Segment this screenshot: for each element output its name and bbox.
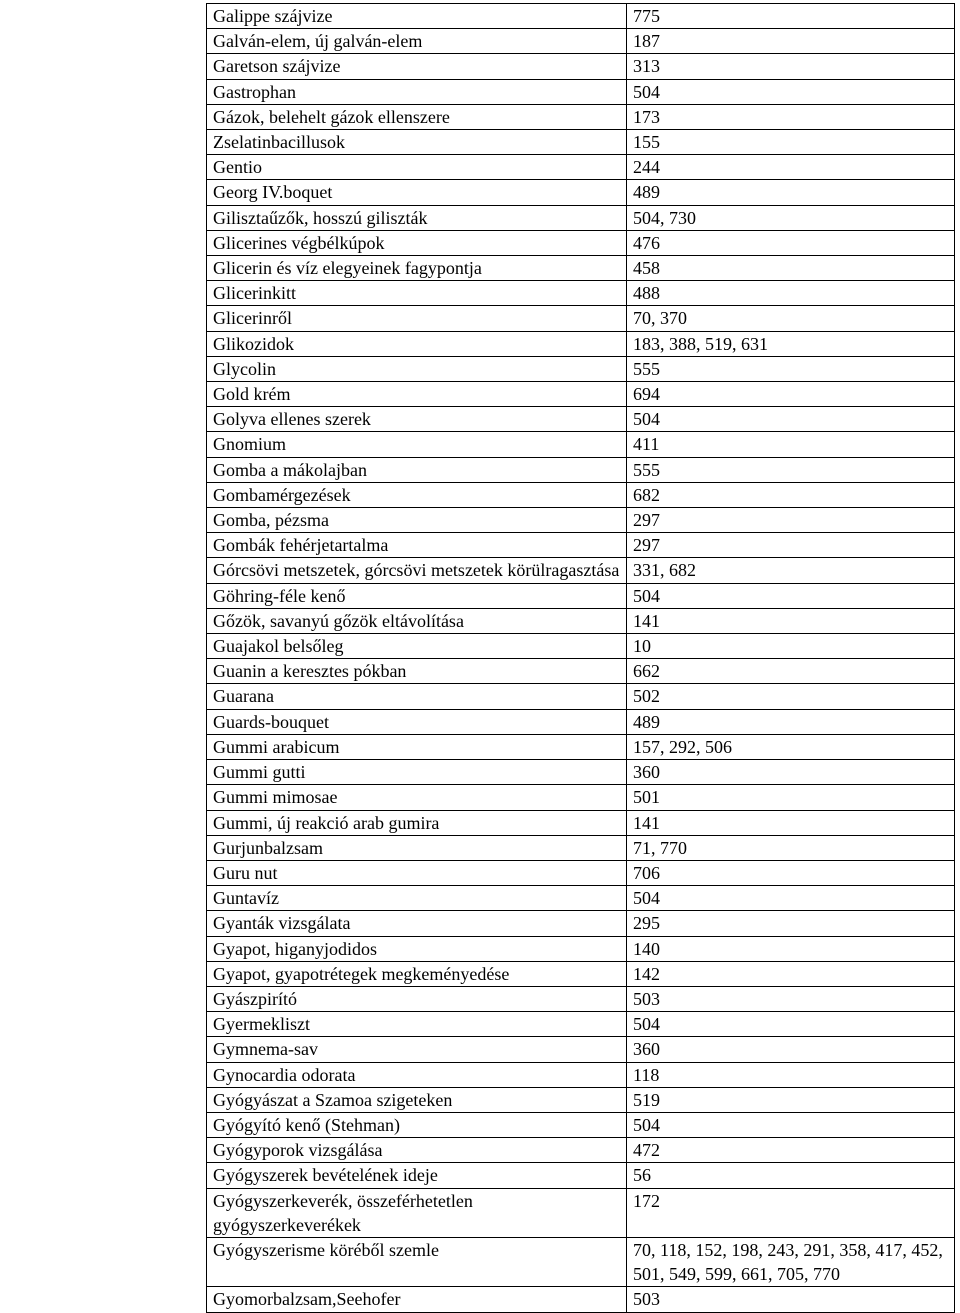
index-row	[207, 886, 955, 911]
index-table	[206, 3, 955, 1313]
index-term: Georg IV.boquet	[207, 180, 627, 205]
index-pages: 183, 388, 519, 631	[627, 331, 955, 356]
index-pages: 360	[627, 1037, 955, 1062]
index-row	[207, 961, 955, 986]
index-term: Gyógyszerkeverék, összeférhetetlen gyógyszerkeverékek	[207, 1188, 627, 1237]
index-term: Gilisztaűzők, hosszú giliszták	[207, 205, 627, 230]
index-pages: 502	[627, 684, 955, 709]
index-pages: 503	[627, 986, 955, 1011]
index-term: Guarana	[207, 684, 627, 709]
index-term: Gyászpirító	[207, 986, 627, 1011]
index-pages: 555	[627, 457, 955, 482]
index-row	[207, 860, 955, 885]
index-pages: 458	[627, 256, 955, 281]
index-term: Gombák fehérjetartalma	[207, 533, 627, 558]
index-row	[207, 79, 955, 104]
index-row	[207, 331, 955, 356]
index-term: Gyógyászat a Szamoa szigeteken	[207, 1087, 627, 1112]
index-pages: 488	[627, 281, 955, 306]
index-pages: 519	[627, 1087, 955, 1112]
index-pages: 141	[627, 810, 955, 835]
index-row	[207, 1037, 955, 1062]
index-row	[207, 936, 955, 961]
index-row	[207, 1163, 955, 1188]
index-pages: 140	[627, 936, 955, 961]
index-pages: 141	[627, 608, 955, 633]
index-row	[207, 709, 955, 734]
index-row	[207, 558, 955, 583]
index-row	[207, 533, 955, 558]
index-pages: 173	[627, 104, 955, 129]
index-pages: 10	[627, 634, 955, 659]
index-pages: 118	[627, 1062, 955, 1087]
index-pages: 501	[627, 785, 955, 810]
index-term: Gymnema-sav	[207, 1037, 627, 1062]
index-row	[207, 29, 955, 54]
index-term: Guntavíz	[207, 886, 627, 911]
index-row	[207, 230, 955, 255]
index-row	[207, 835, 955, 860]
index-term: Gummi gutti	[207, 760, 627, 785]
index-pages: 489	[627, 709, 955, 734]
index-pages: 331, 682	[627, 558, 955, 583]
index-row	[207, 457, 955, 482]
index-term: Glicerin és víz elegyeinek fagypontja	[207, 256, 627, 281]
index-term: Guards-bouquet	[207, 709, 627, 734]
index-term: Gurjunbalzsam	[207, 835, 627, 860]
index-row	[207, 356, 955, 381]
index-term: Gyapot, higanyjodidos	[207, 936, 627, 961]
index-pages: 142	[627, 961, 955, 986]
index-pages: 187	[627, 29, 955, 54]
index-term: Gyapot, gyapotrétegek megkeményedése	[207, 961, 627, 986]
index-pages: 555	[627, 356, 955, 381]
index-term: Gummi arabicum	[207, 734, 627, 759]
index-term: Guanin a keresztes pókban	[207, 659, 627, 684]
index-pages: 297	[627, 508, 955, 533]
index-pages: 503	[627, 1287, 955, 1312]
index-term: Göhring-féle kenő	[207, 583, 627, 608]
index-row	[207, 1012, 955, 1037]
index-term: Glycolin	[207, 356, 627, 381]
index-term: Gyermekliszt	[207, 1012, 627, 1037]
index-row	[207, 104, 955, 129]
index-term: Guajakol belsőleg	[207, 634, 627, 659]
index-pages: 476	[627, 230, 955, 255]
index-row	[207, 407, 955, 432]
index-pages: 71, 770	[627, 835, 955, 860]
index-pages: 504	[627, 1112, 955, 1137]
index-term: Gynocardia odorata	[207, 1062, 627, 1087]
index-term: Gyógyító kenő (Stehman)	[207, 1112, 627, 1137]
index-row	[207, 1188, 955, 1237]
index-row	[207, 1287, 955, 1312]
index-pages: 504, 730	[627, 205, 955, 230]
index-pages: 56	[627, 1163, 955, 1188]
index-term: Guru nut	[207, 860, 627, 885]
index-pages: 682	[627, 482, 955, 507]
index-pages: 172	[627, 1188, 955, 1237]
index-term: Gomba, pézsma	[207, 508, 627, 533]
index-pages: 504	[627, 79, 955, 104]
index-row	[207, 180, 955, 205]
index-term: Gyógyporok vizsgálása	[207, 1138, 627, 1163]
index-row	[207, 54, 955, 79]
index-pages: 662	[627, 659, 955, 684]
index-term: Galippe szájvize	[207, 4, 627, 29]
index-term: Gyógyszerek bevételének ideje	[207, 1163, 627, 1188]
index-pages: 70, 370	[627, 306, 955, 331]
index-row	[207, 608, 955, 633]
index-row	[207, 634, 955, 659]
index-term: Gomba a mákolajban	[207, 457, 627, 482]
index-term: Górcsövi metszetek, górcsövi metszetek körülragasztása	[207, 558, 627, 583]
index-term: Gombamérgezések	[207, 482, 627, 507]
index-row	[207, 130, 955, 155]
index-row	[207, 659, 955, 684]
index-row	[207, 986, 955, 1011]
index-pages: 472	[627, 1138, 955, 1163]
index-row	[207, 734, 955, 759]
index-term: Glicerinről	[207, 306, 627, 331]
index-pages: 694	[627, 382, 955, 407]
index-row	[207, 306, 955, 331]
index-term: Gentio	[207, 155, 627, 180]
index-term: Gyanták vizsgálata	[207, 911, 627, 936]
index-term: Gastrophan	[207, 79, 627, 104]
index-pages: 489	[627, 180, 955, 205]
index-row	[207, 432, 955, 457]
index-row	[207, 760, 955, 785]
index-row	[207, 1062, 955, 1087]
index-row	[207, 482, 955, 507]
index-row	[207, 382, 955, 407]
index-row	[207, 155, 955, 180]
index-term: Glicerinkitt	[207, 281, 627, 306]
index-row	[207, 1237, 955, 1286]
index-pages: 504	[627, 583, 955, 608]
index-pages: 504	[627, 886, 955, 911]
index-pages: 244	[627, 155, 955, 180]
index-row	[207, 4, 955, 29]
index-term: Glicerines végbélkúpok	[207, 230, 627, 255]
index-row	[207, 810, 955, 835]
index-term: Gummi mimosae	[207, 785, 627, 810]
index-pages: 411	[627, 432, 955, 457]
index-row	[207, 205, 955, 230]
index-term: Gázok, belehelt gázok ellenszere	[207, 104, 627, 129]
index-row	[207, 256, 955, 281]
index-row	[207, 1112, 955, 1137]
index-term: Gyógyszerisme köréből szemle	[207, 1237, 627, 1286]
index-term: Gold krém	[207, 382, 627, 407]
index-pages: 504	[627, 407, 955, 432]
index-pages: 295	[627, 911, 955, 936]
index-pages: 775	[627, 4, 955, 29]
index-term: Golyva ellenes szerek	[207, 407, 627, 432]
index-pages: 504	[627, 1012, 955, 1037]
index-term: Gyomorbalzsam,Seehofer	[207, 1287, 627, 1312]
index-term: Gummi, új reakció arab gumira	[207, 810, 627, 835]
index-term: Glikozidok	[207, 331, 627, 356]
index-row	[207, 684, 955, 709]
index-pages: 706	[627, 860, 955, 885]
index-row	[207, 281, 955, 306]
index-table-body	[207, 4, 955, 1313]
index-term: Galván-elem, új galván-elem	[207, 29, 627, 54]
index-pages: 157, 292, 506	[627, 734, 955, 759]
index-row	[207, 785, 955, 810]
index-term: Gnomium	[207, 432, 627, 457]
index-pages: 313	[627, 54, 955, 79]
index-row	[207, 911, 955, 936]
index-row	[207, 1087, 955, 1112]
index-row	[207, 508, 955, 533]
index-row	[207, 583, 955, 608]
index-row	[207, 1138, 955, 1163]
index-term: Garetson szájvize	[207, 54, 627, 79]
index-pages: 70, 118, 152, 198, 243, 291, 358, 417, 452, 501, 549, 599, 661, 705, 770	[627, 1237, 955, 1286]
index-pages: 297	[627, 533, 955, 558]
index-pages: 155	[627, 130, 955, 155]
index-term: Gőzök, savanyú gőzök eltávolítása	[207, 608, 627, 633]
index-pages: 360	[627, 760, 955, 785]
index-term: Zselatinbacillusok	[207, 130, 627, 155]
